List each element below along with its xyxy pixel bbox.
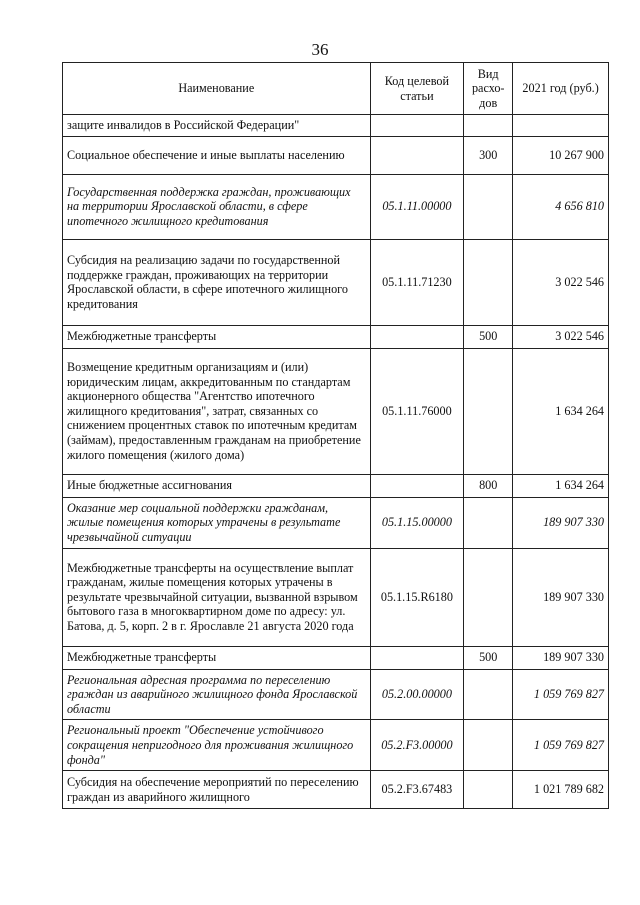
row-kind (464, 669, 513, 720)
header-code: Код целевой статьи (370, 63, 464, 115)
row-code (370, 474, 464, 497)
table-row (63, 474, 609, 497)
row-name: Межбюджетные трансферты (63, 646, 371, 669)
row-sum: 4 656 810 (513, 174, 609, 239)
row-name: Иные бюджетные ассигнования (63, 474, 371, 497)
table-row (63, 348, 609, 474)
row-code: 05.2.F3.00000 (370, 720, 464, 771)
row-sum: 3 022 546 (513, 239, 609, 325)
row-sum: 1 059 769 827 (513, 669, 609, 720)
row-code: 05.1.15.R6180 (370, 548, 464, 646)
row-name: Межбюджетные трансферты (63, 325, 371, 348)
table-row (63, 115, 609, 137)
row-kind (464, 720, 513, 771)
header-sum: 2021 год (руб.) (513, 63, 609, 115)
row-code: 05.1.11.00000 (370, 174, 464, 239)
table-row (63, 325, 609, 348)
table-row (63, 646, 609, 669)
row-sum: 189 907 330 (513, 646, 609, 669)
row-kind: 300 (464, 136, 513, 174)
header-kind: Вид расхо-дов (464, 63, 513, 115)
row-sum: 1 059 769 827 (513, 720, 609, 771)
row-kind (464, 239, 513, 325)
page-number: 36 (311, 40, 329, 59)
table-row (63, 174, 609, 239)
row-code (370, 325, 464, 348)
row-kind (464, 771, 513, 809)
table-row (63, 239, 609, 325)
row-kind: 500 (464, 325, 513, 348)
table-row (63, 771, 609, 809)
row-name: Возмещение кредитным организациям и (или) юридическим лицам, аккредитованным по стандартам акционерного общества "Агентство ипотечного жилищного кредитования", затрат, связанных со снижением процентных ставок по ипотечным кредитам (займам), предоставленным гражданам на приобретение жилого помещения (жилого дома) (63, 348, 371, 474)
row-code (370, 646, 464, 669)
row-name: Оказание мер социальной поддержки гражданам, жилые помещения которых утрачены в результате чрезвычайной ситуации (63, 497, 371, 548)
row-kind (464, 174, 513, 239)
row-sum: 1 021 789 682 (513, 771, 609, 809)
header-name: Наименование (63, 63, 371, 115)
table-row (63, 669, 609, 720)
table-header-row (63, 63, 609, 115)
row-code (370, 136, 464, 174)
table-row (63, 136, 609, 174)
row-sum: 1 634 264 (513, 474, 609, 497)
row-sum: 10 267 900 (513, 136, 609, 174)
row-name: Субсидия на обеспечение мероприятий по переселению граждан из аварийного жилищного (63, 771, 371, 809)
row-name: Региональный проект "Обеспечение устойчивого сокращения непригодного для проживания жилищного фонда" (63, 720, 371, 771)
row-sum: 3 022 546 (513, 325, 609, 348)
row-kind (464, 497, 513, 548)
row-name: Межбюджетные трансферты на осуществление выплат гражданам, жилые помещения которых утрачены в результате чрезвычайной ситуации, вызванной взрывом бытового газа в многоквартирном доме по адресу: ул. Батова, д. 5, корп. 2 в г. Ярославле 21 августа 2020 года (63, 548, 371, 646)
row-sum: 189 907 330 (513, 548, 609, 646)
row-sum: 189 907 330 (513, 497, 609, 548)
row-kind: 800 (464, 474, 513, 497)
row-kind (464, 548, 513, 646)
row-name: Государственная поддержка граждан, проживающих на территории Ярославской области, в сфере ипотечного жилищного кредитования (63, 174, 371, 239)
row-code (370, 115, 464, 137)
row-code: 05.1.11.76000 (370, 348, 464, 474)
table-row (63, 720, 609, 771)
row-code: 05.1.15.00000 (370, 497, 464, 548)
row-sum: 1 634 264 (513, 348, 609, 474)
row-name: Субсидия на реализацию задачи по государственной поддержке граждан, проживающих на территории Ярославской области, в сфере ипотечного жилищного кредитования (63, 239, 371, 325)
budget-table (62, 62, 609, 809)
table-row (63, 548, 609, 646)
row-name: защите инвалидов в Российской Федерации" (63, 115, 371, 137)
row-code: 05.1.11.71230 (370, 239, 464, 325)
row-sum (513, 115, 609, 137)
row-kind (464, 348, 513, 474)
row-code: 05.2.F3.67483 (370, 771, 464, 809)
row-name: Региональная адресная программа по переселению граждан из аварийного жилищного фонда Ярославской области (63, 669, 371, 720)
row-name: Социальное обеспечение и иные выплаты населению (63, 136, 371, 174)
row-code: 05.2.00.00000 (370, 669, 464, 720)
row-kind: 500 (464, 646, 513, 669)
table-row (63, 497, 609, 548)
row-kind (464, 115, 513, 137)
